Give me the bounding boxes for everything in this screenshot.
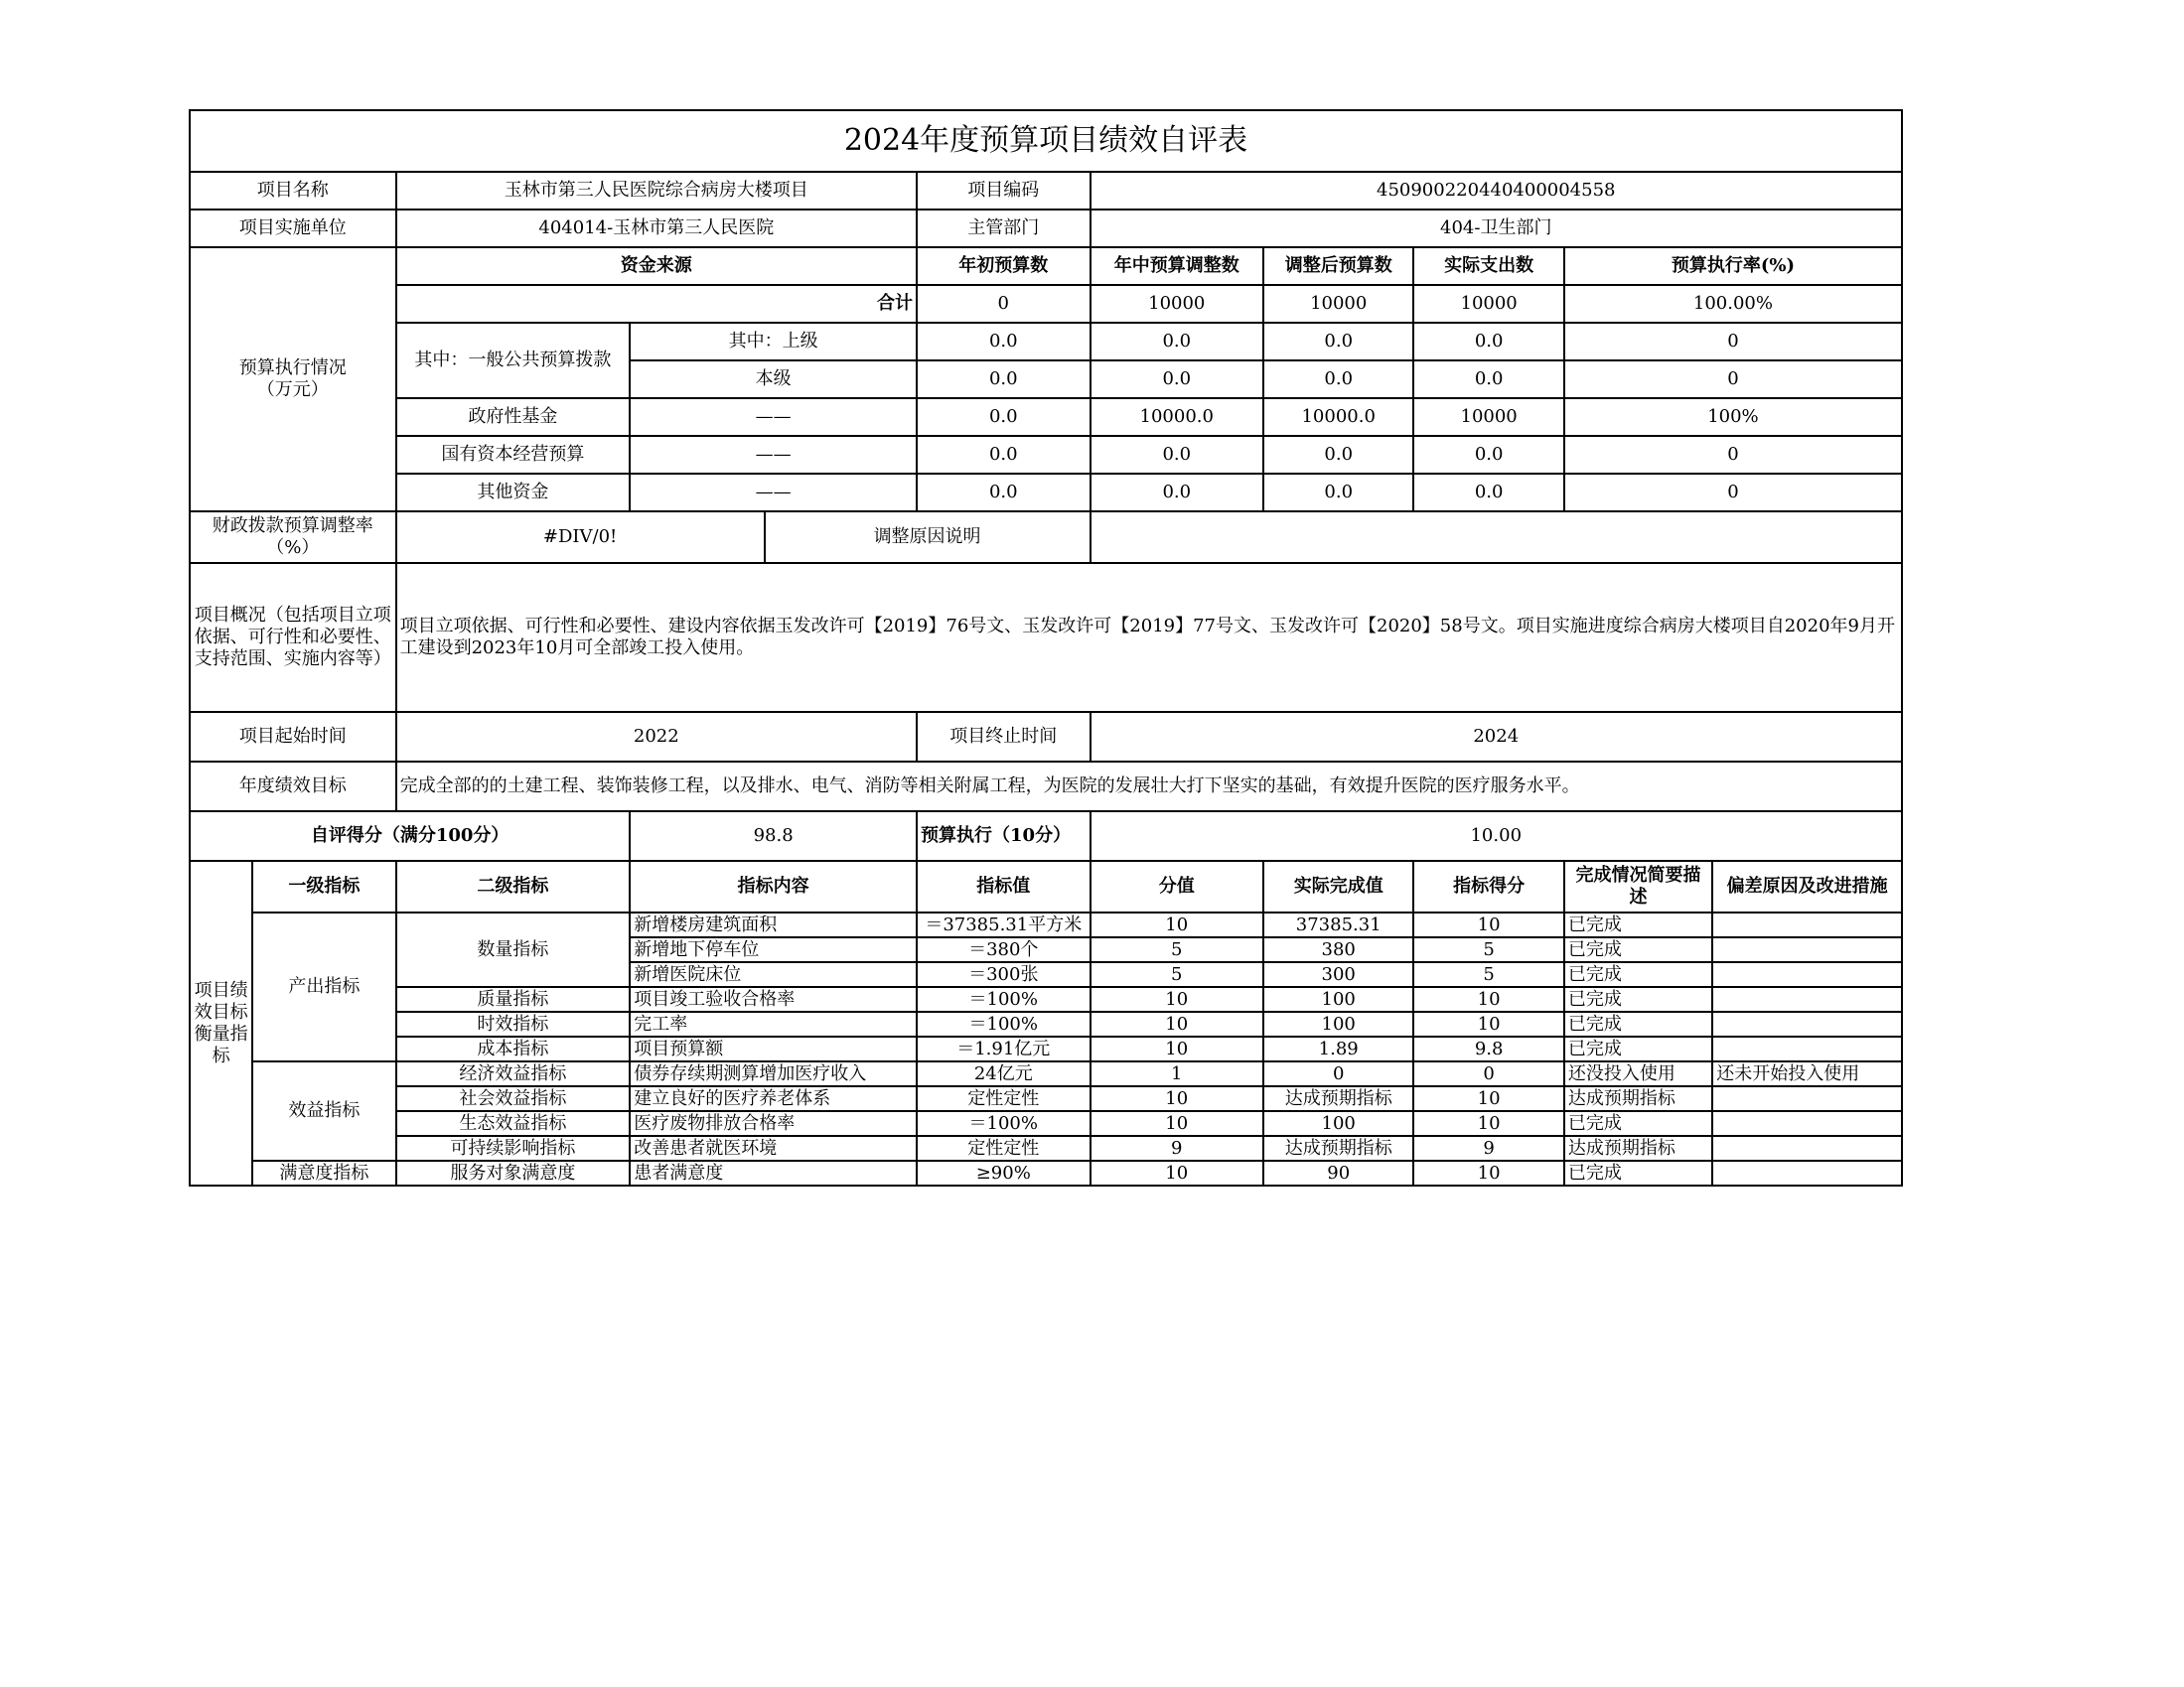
- ind-points: 10: [1091, 913, 1263, 937]
- budget-local-actual: 0.0: [1413, 360, 1563, 398]
- l2-quality: 质量指标: [396, 987, 631, 1012]
- budget-govfund-actual: 10000: [1413, 398, 1563, 436]
- ind-reason: [1712, 913, 1902, 937]
- ind-desc: 还没投入使用: [1564, 1061, 1712, 1086]
- ind-reason: [1712, 962, 1902, 987]
- budget-govfund-dash: ——: [630, 398, 917, 436]
- ind-value: 24亿元: [917, 1061, 1090, 1086]
- budget-header-actual: 实际支出数: [1413, 247, 1563, 285]
- budget-upper-midyear: 0.0: [1091, 323, 1263, 360]
- budget-state-midyear: 0.0: [1091, 436, 1263, 474]
- ind-actual: 0: [1263, 1061, 1413, 1086]
- ind-desc: 已完成: [1564, 937, 1712, 962]
- ind-desc: 已完成: [1564, 987, 1712, 1012]
- ind-value: ≥90%: [917, 1161, 1090, 1186]
- ind-reason: [1712, 1161, 1902, 1186]
- budget-section-label: 预算执行情况 （万元）: [190, 247, 396, 511]
- budget-total-midyear: 10000: [1091, 285, 1263, 323]
- ind-value: ＝37385.31平方米: [917, 913, 1090, 937]
- ind-actual: 90: [1263, 1161, 1413, 1186]
- l1-benefit: 效益指标: [252, 1061, 395, 1161]
- exec-score: 10.00: [1091, 811, 1902, 861]
- budget-total-adjusted: 10000: [1263, 285, 1413, 323]
- l1-satisfaction: 满意度指标: [252, 1161, 395, 1186]
- ind-value: ＝100%: [917, 1012, 1090, 1037]
- budget-total-label: 合计: [396, 285, 917, 323]
- ind-score: 9: [1413, 1136, 1563, 1161]
- project-name-label: 项目名称: [190, 172, 396, 210]
- ind-header-content: 指标内容: [630, 861, 917, 913]
- ind-points: 10: [1091, 1037, 1263, 1061]
- budget-other-initial: 0.0: [917, 474, 1090, 511]
- indicator-section-label: 项目绩效目标衡量指标: [190, 861, 252, 1186]
- ind-header-reason: 偏差原因及改进措施: [1712, 861, 1902, 913]
- ind-points: 1: [1091, 1061, 1263, 1086]
- budget-total-initial: 0: [917, 285, 1090, 323]
- budget-other-label: 其他资金: [396, 474, 631, 511]
- budget-other-midyear: 0.0: [1091, 474, 1263, 511]
- ind-actual: 达成预期指标: [1263, 1136, 1413, 1161]
- ind-header-score: 指标得分: [1413, 861, 1563, 913]
- ind-content: 项目竣工验收合格率: [630, 987, 917, 1012]
- exec-score-label: 预算执行（10分）: [917, 811, 1090, 861]
- ind-points: 9: [1091, 1136, 1263, 1161]
- project-name: 玉林市第三人民医院综合病房大楼项目: [396, 172, 917, 210]
- ind-points: 10: [1091, 1111, 1263, 1136]
- ind-points: 10: [1091, 1161, 1263, 1186]
- budget-govfund-rate: 100%: [1564, 398, 1902, 436]
- ind-header-l1: 一级指标: [252, 861, 395, 913]
- project-unit-label: 项目实施单位: [190, 210, 396, 247]
- ind-content: 新增地下停车位: [630, 937, 917, 962]
- performance-table: [189, 109, 1903, 1187]
- l2-quantity: 数量指标: [396, 913, 631, 987]
- project-unit: 404014-玉林市第三人民医院: [396, 210, 917, 247]
- ind-actual: 100: [1263, 1012, 1413, 1037]
- ind-content: 项目预算额: [630, 1037, 917, 1061]
- project-code-label: 项目编码: [917, 172, 1090, 210]
- l1-output: 产出指标: [252, 913, 395, 1061]
- ind-actual: 100: [1263, 987, 1413, 1012]
- l2-ecological: 生态效益指标: [396, 1111, 631, 1136]
- budget-local-label: 本级: [630, 360, 917, 398]
- adjust-reason: [1091, 511, 1902, 563]
- ind-desc: 达成预期指标: [1564, 1086, 1712, 1111]
- ind-reason: [1712, 1136, 1902, 1161]
- ind-value: 定性定性: [917, 1136, 1090, 1161]
- budget-local-adjusted: 0.0: [1263, 360, 1413, 398]
- ind-score: 5: [1413, 937, 1563, 962]
- budget-govfund-midyear: 10000.0: [1091, 398, 1263, 436]
- ind-value: ＝100%: [917, 1111, 1090, 1136]
- ind-reason: [1712, 1086, 1902, 1111]
- ind-header-l2: 二级指标: [396, 861, 631, 913]
- ind-score: 9.8: [1413, 1037, 1563, 1061]
- ind-header-value: 指标值: [917, 861, 1090, 913]
- ind-points: 5: [1091, 962, 1263, 987]
- l2-sustainable: 可持续影响指标: [396, 1136, 631, 1161]
- ind-value: 定性定性: [917, 1086, 1090, 1111]
- end-time-label: 项目终止时间: [917, 712, 1090, 762]
- l2-timeliness: 时效指标: [396, 1012, 631, 1037]
- l2-social: 社会效益指标: [396, 1086, 631, 1111]
- budget-local-rate: 0: [1564, 360, 1902, 398]
- l2-cost: 成本指标: [396, 1037, 631, 1061]
- budget-upper-adjusted: 0.0: [1263, 323, 1413, 360]
- overview-label: 项目概况（包括项目立项依据、可行性和必要性、支持范围、实施内容等）: [190, 563, 396, 712]
- budget-local-midyear: 0.0: [1091, 360, 1263, 398]
- ind-actual: 380: [1263, 937, 1413, 962]
- ind-content: 建立良好的医疗养老体系: [630, 1086, 917, 1111]
- budget-general-label: 其中：一般公共预算拨款: [396, 323, 631, 398]
- budget-other-dash: ——: [630, 474, 917, 511]
- ind-reason: [1712, 1037, 1902, 1061]
- start-time-label: 项目起始时间: [190, 712, 396, 762]
- ind-actual: 37385.31: [1263, 913, 1413, 937]
- ind-reason: 还未开始投入使用: [1712, 1061, 1902, 1086]
- budget-govfund-initial: 0.0: [917, 398, 1090, 436]
- ind-reason: [1712, 1111, 1902, 1136]
- ind-content: 患者满意度: [630, 1161, 917, 1186]
- ind-value: ＝300张: [917, 962, 1090, 987]
- ind-content: 医疗废物排放合格率: [630, 1111, 917, 1136]
- ind-reason: [1712, 937, 1902, 962]
- ind-score: 5: [1413, 962, 1563, 987]
- budget-header-initial: 年初预算数: [917, 247, 1090, 285]
- self-score-label: 自评得分（满分100分）: [190, 811, 630, 861]
- project-dept: 404-卫生部门: [1091, 210, 1902, 247]
- ind-actual: 达成预期指标: [1263, 1086, 1413, 1111]
- start-time: 2022: [396, 712, 917, 762]
- ind-score: 10: [1413, 1111, 1563, 1136]
- budget-upper-rate: 0: [1564, 323, 1902, 360]
- budget-total-rate: 100.00%: [1564, 285, 1902, 323]
- ind-desc: 已完成: [1564, 1111, 1712, 1136]
- adjust-rate: #DIV/0!: [396, 511, 765, 563]
- overview-text: 项目立项依据、可行性和必要性、建设内容依据玉发改许可【2019】76号文、玉发改许可【2019】77号文、玉发改许可【2020】58号文。项目实施进度综合病房大楼项目自2020年9月开工建设到2023年10月可全部竣工投入使用。: [396, 563, 1902, 712]
- ind-desc: 已完成: [1564, 913, 1712, 937]
- budget-govfund-adjusted: 10000.0: [1263, 398, 1413, 436]
- budget-state-actual: 0.0: [1413, 436, 1563, 474]
- ind-actual: 300: [1263, 962, 1413, 987]
- budget-header-midyear: 年中预算调整数: [1091, 247, 1263, 285]
- ind-value: ＝1.91亿元: [917, 1037, 1090, 1061]
- end-time: 2024: [1091, 712, 1902, 762]
- ind-content: 债券存续期测算增加医疗收入: [630, 1061, 917, 1086]
- adjust-reason-label: 调整原因说明: [765, 511, 1091, 563]
- ind-points: 10: [1091, 1012, 1263, 1037]
- ind-reason: [1712, 987, 1902, 1012]
- project-code: 450900220440400004558: [1091, 172, 1902, 210]
- ind-score: 10: [1413, 913, 1563, 937]
- ind-value: ＝380个: [917, 937, 1090, 962]
- ind-desc: 已完成: [1564, 1037, 1712, 1061]
- budget-upper-label: 其中：上级: [630, 323, 917, 360]
- budget-govfund-label: 政府性基金: [396, 398, 631, 436]
- budget-upper-initial: 0.0: [917, 323, 1090, 360]
- budget-state-rate: 0: [1564, 436, 1902, 474]
- ind-value: ＝100%: [917, 987, 1090, 1012]
- budget-state-initial: 0.0: [917, 436, 1090, 474]
- ind-score: 0: [1413, 1061, 1563, 1086]
- ind-header-desc: 完成情况简要描述: [1564, 861, 1712, 913]
- ind-points: 10: [1091, 1086, 1263, 1111]
- self-score: 98.8: [630, 811, 917, 861]
- budget-total-actual: 10000: [1413, 285, 1563, 323]
- ind-score: 10: [1413, 987, 1563, 1012]
- budget-upper-actual: 0.0: [1413, 323, 1563, 360]
- ind-header-points: 分值: [1091, 861, 1263, 913]
- ind-content: 新增医院床位: [630, 962, 917, 987]
- budget-state-dash: ——: [630, 436, 917, 474]
- ind-content: 改善患者就医环境: [630, 1136, 917, 1161]
- budget-state-label: 国有资本经营预算: [396, 436, 631, 474]
- goal-text: 完成全部的的土建工程、装饰装修工程，以及排水、电气、消防等相关附属工程，为医院的发展壮大打下坚实的基础，有效提升医院的医疗服务水平。: [396, 762, 1902, 811]
- budget-state-adjusted: 0.0: [1263, 436, 1413, 474]
- budget-header-adjusted: 调整后预算数: [1263, 247, 1413, 285]
- ind-desc: 已完成: [1564, 1161, 1712, 1186]
- project-dept-label: 主管部门: [917, 210, 1090, 247]
- ind-reason: [1712, 1012, 1902, 1037]
- budget-header-rate: 预算执行率(%): [1564, 247, 1902, 285]
- ind-content: 新增楼房建筑面积: [630, 913, 917, 937]
- budget-other-actual: 0.0: [1413, 474, 1563, 511]
- ind-header-actual: 实际完成值: [1263, 861, 1413, 913]
- l2-economic: 经济效益指标: [396, 1061, 631, 1086]
- ind-desc: 达成预期指标: [1564, 1136, 1712, 1161]
- ind-desc: 已完成: [1564, 1012, 1712, 1037]
- ind-points: 10: [1091, 987, 1263, 1012]
- adjust-rate-label: 财政拨款预算调整率 （%）: [190, 511, 396, 563]
- ind-score: 10: [1413, 1012, 1563, 1037]
- budget-header-source: 资金来源: [396, 247, 917, 285]
- budget-local-initial: 0.0: [917, 360, 1090, 398]
- ind-actual: 100: [1263, 1111, 1413, 1136]
- page-title: 2024年度预算项目绩效自评表: [190, 110, 1902, 172]
- l2-service-satisfaction: 服务对象满意度: [396, 1161, 631, 1186]
- ind-desc: 已完成: [1564, 962, 1712, 987]
- ind-score: 10: [1413, 1161, 1563, 1186]
- ind-content: 完工率: [630, 1012, 917, 1037]
- ind-points: 5: [1091, 937, 1263, 962]
- budget-other-rate: 0: [1564, 474, 1902, 511]
- goal-label: 年度绩效目标: [190, 762, 396, 811]
- ind-score: 10: [1413, 1086, 1563, 1111]
- budget-other-adjusted: 0.0: [1263, 474, 1413, 511]
- ind-actual: 1.89: [1263, 1037, 1413, 1061]
